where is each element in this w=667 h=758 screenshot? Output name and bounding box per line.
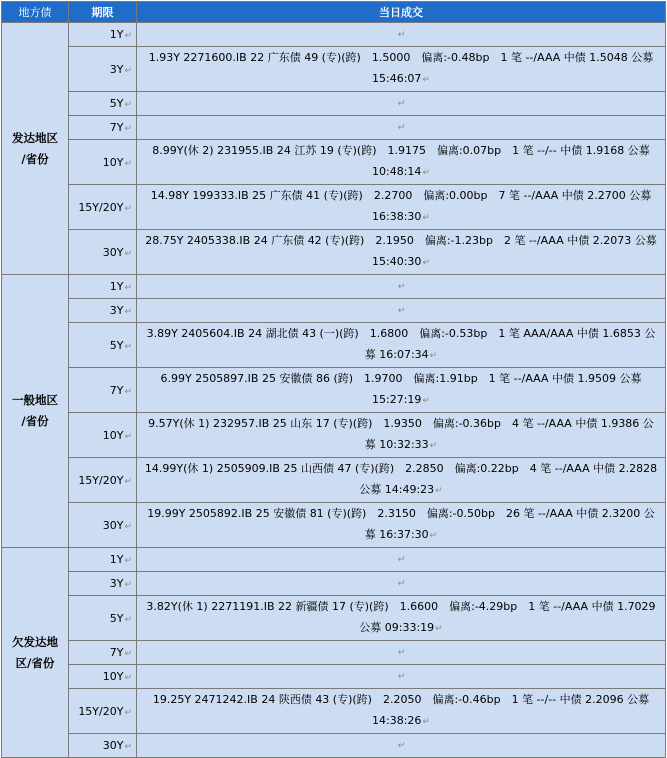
- return-mark-icon: ↵: [397, 648, 406, 658]
- table-row: [2, 689, 666, 734]
- term-label: 30Y: [102, 518, 124, 532]
- return-mark-icon: ↵: [124, 65, 132, 76]
- trade-cell: [137, 299, 666, 323]
- return-mark-icon: ↵: [124, 521, 132, 532]
- trade-cell: [137, 47, 666, 92]
- return-mark-icon: ↵: [422, 213, 430, 223]
- region-group-label: [2, 548, 69, 758]
- return-mark-icon: ↵: [397, 672, 406, 682]
- term-cell: [69, 92, 137, 116]
- return-mark-icon: ↵: [422, 168, 430, 178]
- term-label: 10Y: [102, 428, 124, 442]
- trade-text: 9.57Y(休 1) 232957.IB 25 山东 17 (专)(跨) 1.9350 偏离:-0.36bp 4 笔 --/AAA 中债 1.9386 公募 10:32:33: [148, 417, 654, 451]
- region-label-line: 区/省份: [15, 655, 55, 670]
- term-cell: [69, 734, 137, 758]
- return-mark-icon: ↵: [422, 396, 430, 406]
- term-label: 15Y/20Y: [78, 704, 124, 718]
- return-mark-icon: ↵: [124, 203, 132, 214]
- local-bond-trade-table: [1, 1, 666, 758]
- trade-cell: [137, 185, 666, 230]
- trade-cell: [137, 548, 666, 572]
- trade-cell: [137, 665, 666, 689]
- term-label: 15Y/20Y: [78, 200, 124, 214]
- term-cell: [69, 368, 137, 413]
- region-label-line: /省份: [21, 151, 49, 166]
- trade-cell: [137, 734, 666, 758]
- table-row: [2, 503, 666, 548]
- term-label: 5Y: [109, 97, 124, 110]
- term-cell: [69, 689, 137, 734]
- term-label: 5Y: [109, 338, 124, 352]
- term-label: 1Y: [109, 28, 124, 41]
- return-mark-icon: ↵: [435, 624, 443, 634]
- term-cell: [69, 641, 137, 665]
- trade-cell: [137, 275, 666, 299]
- return-mark-icon: ↵: [124, 476, 132, 487]
- region-label-line: 一般地区: [12, 393, 58, 407]
- trade-cell: [137, 230, 666, 275]
- header-trade: 当日成交: [137, 2, 666, 23]
- return-mark-icon: ↵: [397, 282, 406, 292]
- table-row: [2, 92, 666, 116]
- term-cell: [69, 185, 137, 230]
- table-row: [2, 185, 666, 230]
- return-mark-icon: ↵: [124, 124, 132, 134]
- table-row: [2, 548, 666, 572]
- return-mark-icon: ↵: [124, 100, 132, 110]
- return-mark-icon: ↵: [397, 741, 406, 751]
- term-label: 1Y: [109, 553, 124, 566]
- return-mark-icon: ↵: [397, 579, 406, 589]
- term-cell: [69, 548, 137, 572]
- table-row: [2, 116, 666, 140]
- return-mark-icon: ↵: [124, 341, 132, 352]
- return-mark-icon: ↵: [397, 555, 406, 565]
- trade-cell: [137, 596, 666, 641]
- table-row: [2, 299, 666, 323]
- region-label-line: /省份: [21, 414, 49, 428]
- header-term: 期限: [69, 2, 137, 23]
- term-label: 7Y: [109, 383, 124, 397]
- return-mark-icon: ↵: [422, 75, 430, 85]
- term-cell: [69, 23, 137, 47]
- header-row: [2, 2, 666, 23]
- term-label: 1Y: [109, 280, 124, 293]
- term-cell: [69, 140, 137, 185]
- trade-text: 19.99Y 2505892.IB 25 安徽债 81 (专)(跨) 2.3150 偏离:-0.50bp 26 笔 --/AAA 中债 2.3200 公募 16:37:30: [147, 507, 655, 541]
- trade-cell: [137, 323, 666, 368]
- trade-cell: [137, 413, 666, 458]
- return-mark-icon: ↵: [124, 614, 132, 625]
- trade-text: 14.99Y(休 1) 2505909.IB 25 山西债 47 (专)(跨) 2.2850 偏离:0.22bp 4 笔 --/AAA 中债 2.2828 公募 14:49:23: [144, 462, 658, 496]
- trade-cell: [137, 23, 666, 47]
- term-cell: [69, 503, 137, 548]
- return-mark-icon: ↵: [429, 531, 438, 541]
- term-label: 15Y/20Y: [78, 473, 124, 487]
- table-row: [2, 665, 666, 689]
- term-cell: [69, 230, 137, 275]
- term-cell: [69, 572, 137, 596]
- return-mark-icon: ↵: [124, 307, 132, 317]
- region-group-label: [2, 23, 69, 275]
- trade-cell: [137, 641, 666, 665]
- return-mark-icon: ↵: [124, 707, 132, 718]
- table-row: [2, 734, 666, 758]
- trade-text: 8.99Y(休 2) 231955.IB 24 江苏 19 (专)(跨) 1.9175 偏离:0.07bp 1 笔 --/-- 中债 1.9168 公募 10:48:14: [152, 144, 650, 178]
- term-cell: [69, 413, 137, 458]
- region-label-line: 发达地区: [12, 130, 58, 145]
- table-row: [2, 458, 666, 503]
- table-row: [2, 413, 666, 458]
- table-row: [2, 368, 666, 413]
- term-label: 3Y: [109, 304, 124, 317]
- return-mark-icon: ↵: [429, 351, 438, 361]
- trade-text: 6.99Y 2505897.IB 25 安徽债 86 (跨) 1.9700 偏离:1.91bp 1 笔 --/AAA 中债 1.9509 公募 15:27:19: [160, 372, 642, 406]
- term-cell: [69, 458, 137, 503]
- return-mark-icon: ↵: [124, 386, 132, 397]
- return-mark-icon: ↵: [124, 31, 132, 41]
- table-row: [2, 47, 666, 92]
- return-mark-icon: ↵: [422, 717, 430, 727]
- return-mark-icon: ↵: [397, 123, 406, 133]
- return-mark-icon: ↵: [124, 742, 132, 752]
- table-row: [2, 140, 666, 185]
- trade-cell: [137, 140, 666, 185]
- term-label: 3Y: [109, 577, 124, 590]
- return-mark-icon: ↵: [124, 649, 132, 659]
- trade-text: 3.89Y 2405604.IB 24 湖北债 43 (一)(跨) 1.6800 偏离:-0.53bp 1 笔 AAA/AAA 中债 1.6853 公募 16:07:34: [146, 327, 656, 361]
- return-mark-icon: ↵: [422, 258, 430, 268]
- table-row: [2, 275, 666, 299]
- table-row: [2, 323, 666, 368]
- term-label: 7Y: [109, 121, 124, 134]
- term-cell: [69, 47, 137, 92]
- table-row: [2, 23, 666, 47]
- return-mark-icon: ↵: [124, 431, 132, 442]
- term-cell: [69, 299, 137, 323]
- return-mark-icon: ↵: [435, 486, 443, 496]
- return-mark-icon: ↵: [124, 158, 132, 169]
- trade-cell: [137, 458, 666, 503]
- return-mark-icon: ↵: [124, 580, 132, 590]
- term-cell: [69, 116, 137, 140]
- trade-text: 3.82Y(休 1) 2271191.IB 22 新疆债 17 (专)(跨) 1.6600 偏离:-4.29bp 1 笔 --/AAA 中债 1.7029 公募 09:33:19: [146, 600, 656, 634]
- term-label: 30Y: [102, 245, 124, 259]
- term-cell: [69, 323, 137, 368]
- table-row: [2, 572, 666, 596]
- return-mark-icon: ↵: [124, 673, 132, 683]
- trade-cell: [137, 689, 666, 734]
- trade-cell: [137, 116, 666, 140]
- header-region: 地方债: [2, 2, 69, 23]
- return-mark-icon: ↵: [397, 30, 406, 40]
- trade-cell: [137, 572, 666, 596]
- term-cell: [69, 596, 137, 641]
- term-label: 3Y: [109, 62, 124, 76]
- return-mark-icon: ↵: [124, 556, 132, 566]
- return-mark-icon: ↵: [397, 99, 406, 109]
- term-label: 10Y: [102, 155, 124, 169]
- region-label-line: 欠发达地: [12, 634, 58, 649]
- trade-cell: [137, 92, 666, 116]
- trade-text: 28.75Y 2405338.IB 24 广东债 42 (专)(跨) 2.1950 偏离:-1.23bp 2 笔 --/AAA 中债 2.2073 公募 15:40:30: [145, 234, 657, 268]
- term-label: 5Y: [109, 611, 124, 625]
- term-cell: [69, 275, 137, 299]
- return-mark-icon: ↵: [124, 248, 132, 259]
- return-mark-icon: ↵: [397, 306, 406, 316]
- table-row: [2, 596, 666, 641]
- table-row: [2, 641, 666, 665]
- term-label: 10Y: [102, 670, 124, 683]
- region-group-label: [2, 275, 69, 548]
- return-mark-icon: ↵: [429, 441, 438, 451]
- return-mark-icon: ↵: [124, 283, 132, 293]
- table-body: [2, 23, 666, 758]
- trade-text: 19.25Y 2471242.IB 24 陕西债 43 (专)(跨) 2.2050 偏离:-0.46bp 1 笔 --/-- 中债 2.2096 公募 14:38:26: [152, 693, 650, 727]
- trade-cell: [137, 503, 666, 548]
- term-label: 7Y: [109, 646, 124, 659]
- trade-text: 1.93Y 2271600.IB 22 广东债 49 (专)(跨) 1.5000 偏离:-0.48bp 1 笔 --/AAA 中债 1.5048 公募 15:46:07: [148, 51, 654, 85]
- trade-cell: [137, 368, 666, 413]
- table-row: [2, 230, 666, 275]
- term-label: 30Y: [102, 739, 124, 752]
- term-cell: [69, 665, 137, 689]
- trade-text: 14.98Y 199333.IB 25 广东债 41 (专)(跨) 2.2700 偏离:0.00bp 7 笔 --/AAA 中债 2.2700 公募 16:38:30: [150, 189, 652, 223]
